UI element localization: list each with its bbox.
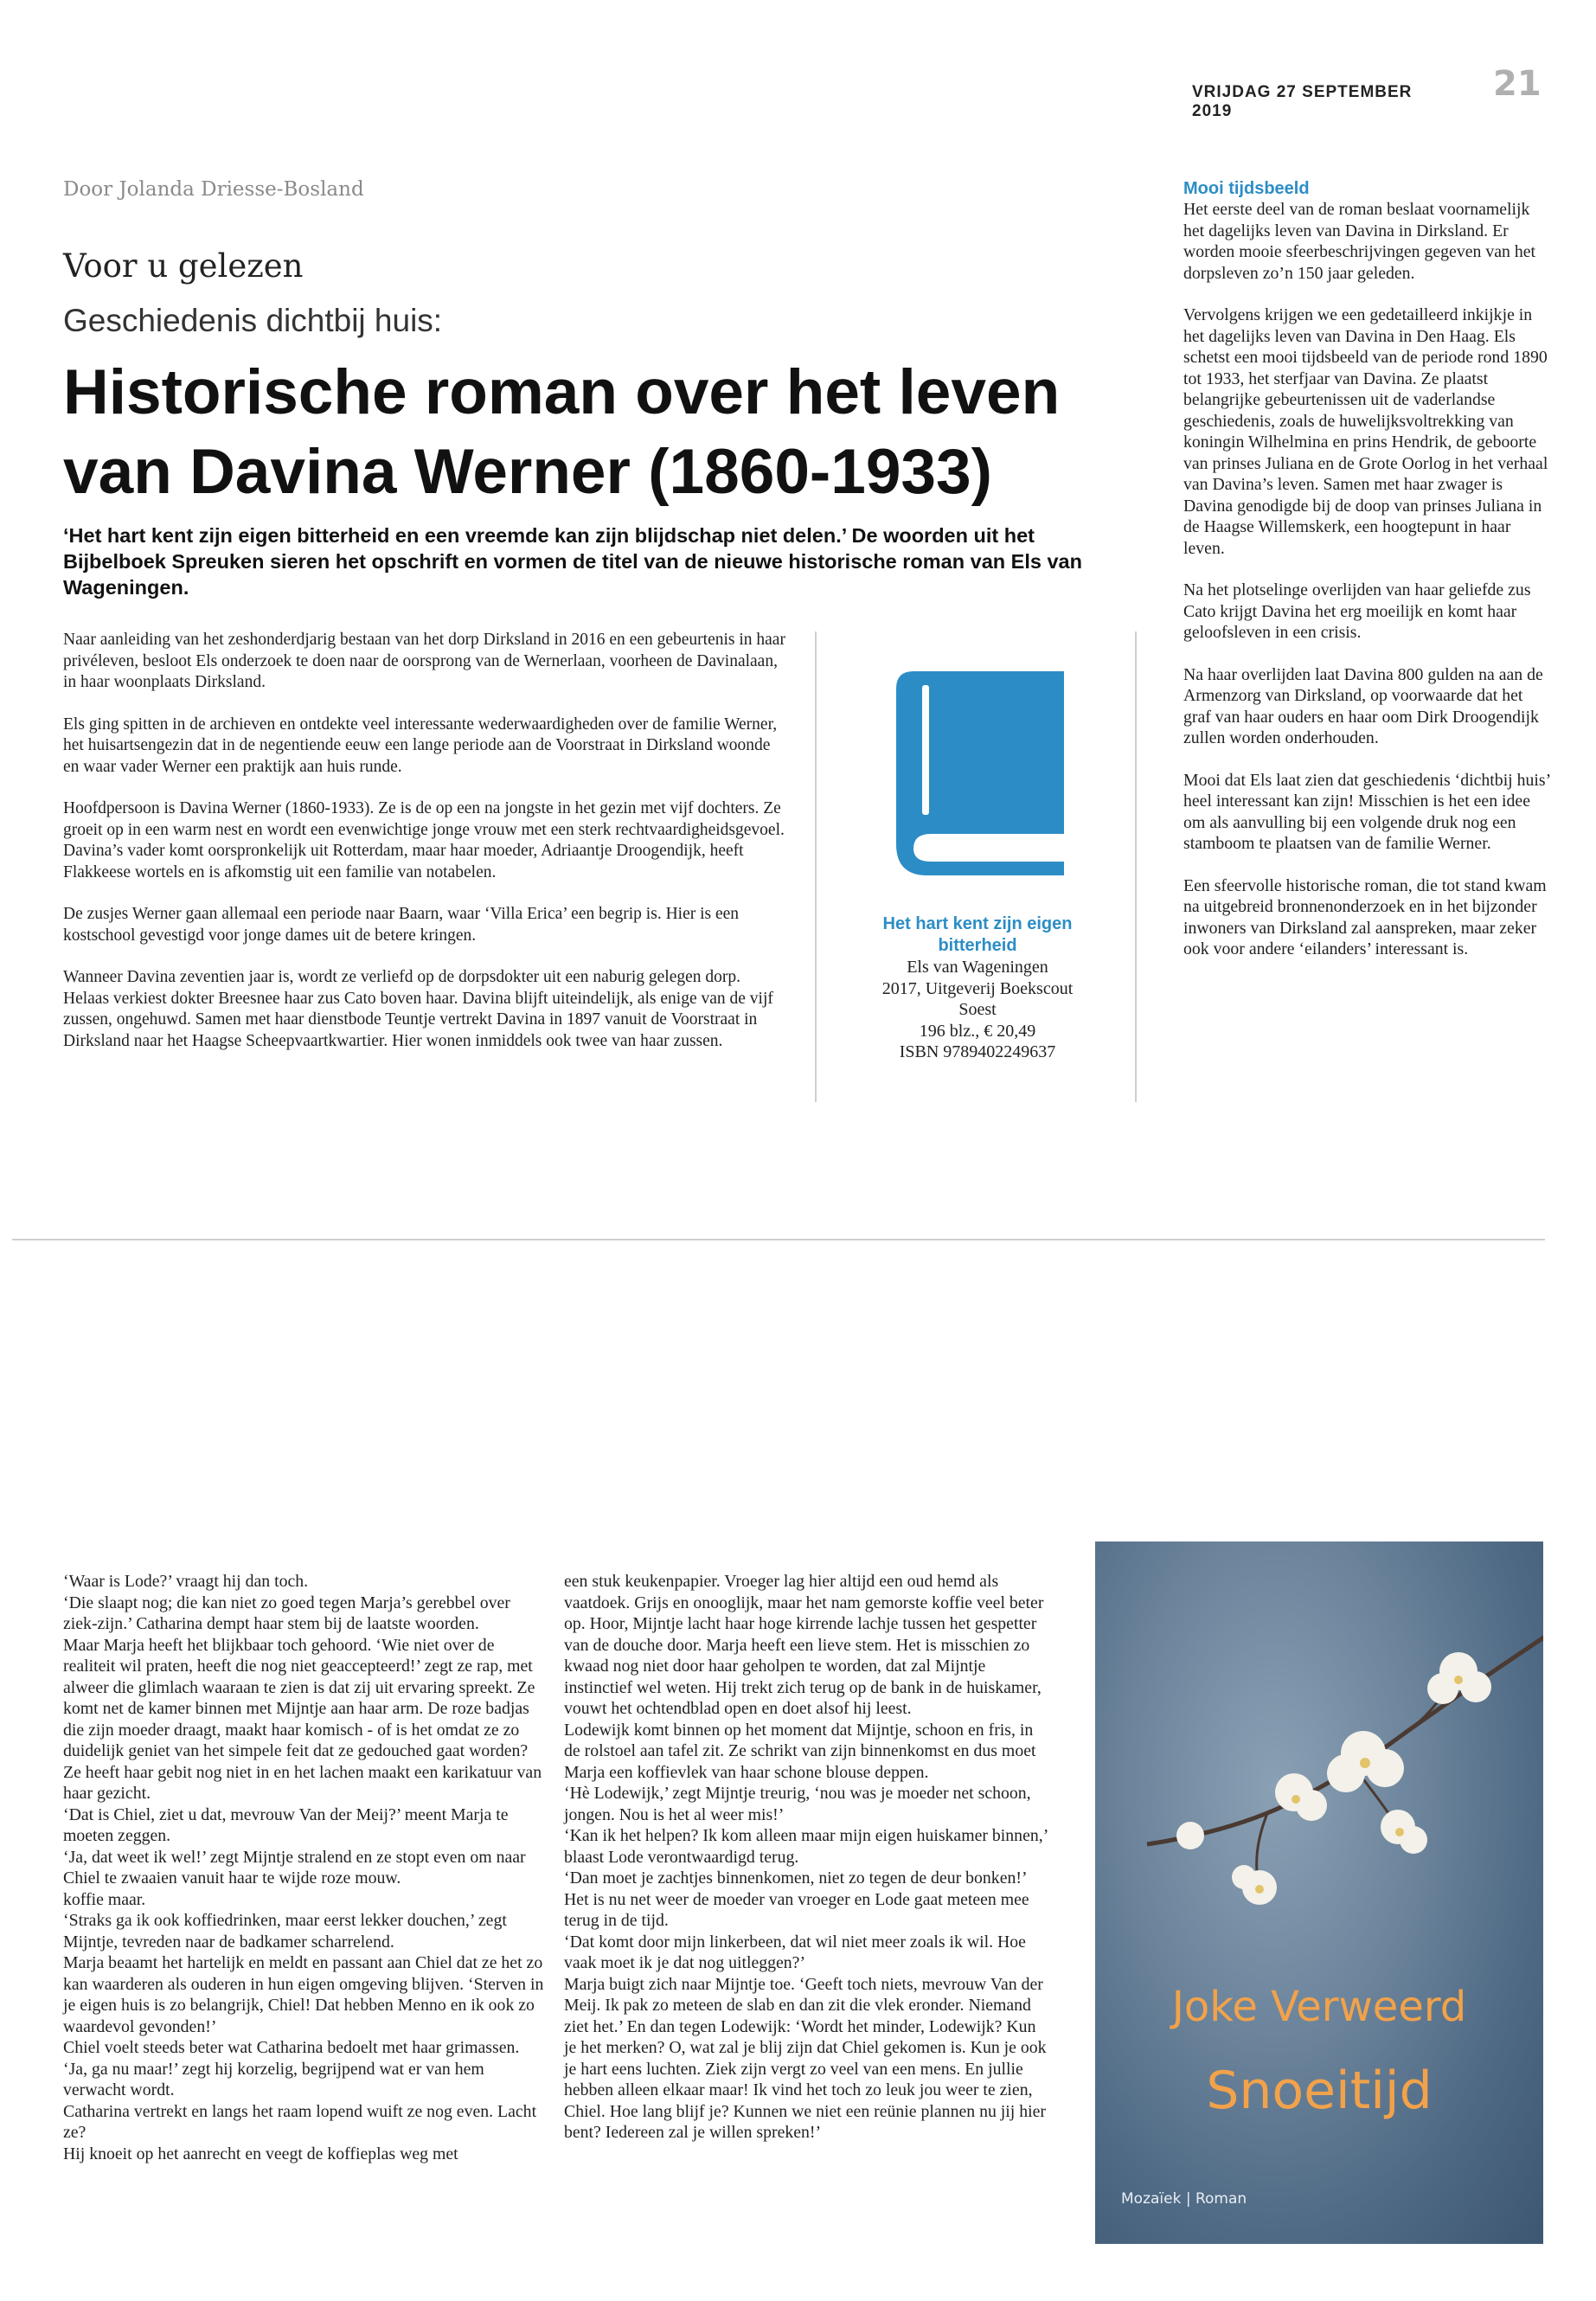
- column-divider: [1135, 631, 1137, 1102]
- paragraph: Hoofdpersoon is Davina Werner (1860-1933). Ze is de op een na jongste in het gezin met vijf dochters. Ze groeit op in een warm nest en wordt een evenwichtige jonge vrouw met een sterk rechtvaardigheidsgevoel. Davina’s vader komt oorspronkelijk uit Rotterdam, maar haar moeder, Adriaantje Droogendijk, heeft Flakkeese wortels en is afkomstig uit een familie van notabelen.: [63, 799, 785, 881]
- story-paragraph: ‘Straks ga ik ook koffiedrinken, maar eerst lekker douchen,’ zegt Mijntje, tevreden naar de badkamer scharrelend.: [63, 1911, 507, 1952]
- paragraph: Een sfeervolle historische roman, die tot stand kwam na uitgebreid bronnenonderzoek en in het bijzonder inwoners van Dirksland zal aanspreken, maar zeker ook voor andere ‘eilanders’ interessant is.: [1183, 875, 1547, 958]
- column-divider: [815, 631, 817, 1102]
- story-paragraph: Lodewijk komt binnen op het moment dat Mijntje, schoon en fris, in de rolstoel aan tafel zit. Ze schrikt van zijn binnenkomst en dus moet Marja een koffievlek van haar schone blouse deppen.: [564, 1720, 1036, 1782]
- book-icon: [896, 671, 1064, 879]
- headline-line: van Davina Werner (1860-1933): [63, 437, 992, 507]
- story-column-1: [63, 1571, 548, 2164]
- story-paragraph: Chiel voelt steeds beter wat Catharina bedoelt met haar grimassen. ‘Ja, ga nu maar!’ zegt hij korzelig, begrijpend wat er van hem verwacht wordt.: [63, 2038, 520, 2099]
- article-right-column: [1183, 178, 1550, 981]
- story-paragraph: ‘Dat komt door mijn linkerbeen, dat wil niet meer zoals ik wil. Hoe vaak moet ik je dat nog uitleggen?’: [564, 1932, 1026, 1972]
- book-publisher: 2017, Uitgeverij Boekscout: [881, 978, 1074, 998]
- story-paragraph: koffie maar.: [63, 1889, 146, 1909]
- headline-line: Historische roman over het leven: [63, 357, 1061, 427]
- paragraph: De zusjes Werner gaan allemaal een periode naar Baarn, waar ‘Villa Erica’ een begrip is. Hier is een kostschool gevestigd voor jonge dames uit de betere kringen.: [63, 905, 740, 945]
- headline: [63, 353, 1136, 512]
- story-paragraph: ‘Kan ik het helpen? Ik kom alleen maar mijn eigen huiskamer binnen,’ blaast Lode verontwaardigd terug.: [564, 1826, 1048, 1867]
- paragraph: Na het plotselinge overlijden van haar geliefde zus Cato krijgt Davina het erg moeilijk en komt haar geloofsleven in een crisis.: [1183, 580, 1531, 642]
- story-paragraph: ‘Hè Lodewijk,’ zegt Mijntje treurig, ‘nou was je moeder net schoon, jongen. Nou is het al weer mis!’: [564, 1784, 1031, 1824]
- paragraph: Het eerste deel van de roman beslaat voornamelijk het dagelijks leven van Davina in Dirksland. Er worden mooie sfeerbeschrijvingen gegeven van het dorpsleven zo’n 150 jaar geleden.: [1183, 200, 1536, 283]
- section-divider: [12, 1239, 1545, 1240]
- page-number: 21: [1493, 64, 1542, 104]
- book-author: Els van Wageningen: [907, 958, 1048, 977]
- intro: ‘Het hart kent zijn eigen bitterheid en een vreemde kan zijn blijdschap niet delen.’ De woorden uit het Bijbelboek Spreuken sieren het opschrift en vormen de titel van de nieuwe historische roman van Els van Wageningen.: [63, 524, 1082, 599]
- paragraph: Na haar overlijden laat Davina 800 gulden na aan de Armenzorg van Dirksland, op voorwaarde dat het graf van haar ouders en haar oom Dirk Droogendijk zullen worden onderhouden.: [1183, 664, 1543, 747]
- book-title: Het hart kent zijn eigen bitterheid: [882, 914, 1073, 955]
- book-price: 196 blz., € 20,49: [919, 1021, 1036, 1041]
- book-cover: [1095, 1541, 1543, 2244]
- book-isbn: ISBN 9789402249637: [899, 1042, 1056, 1061]
- paragraph: Mooi dat Els laat zien dat geschiedenis ‘dichtbij huis’ heel interessant kan zijn! Misschien is het een idee om als aanvulling bij een volgende druk nog een stamboom te plaatsen van de familie Werner.: [1183, 770, 1550, 853]
- story-paragraph: Marja beaamt het hartelijk en meldt en passant aan Chiel dat ze het zo kan waarderen als ouderen in hun eigen omgeving blijven. ‘Sterven in je eigen huis is zo belangrijk, Chiel! Dat hebben Menno en ik ook zo waardevol gevonden!’: [63, 1953, 544, 2036]
- story-paragraph: ‘Dan moet je zachtjes binnenkomen, niet zo tegen de deur bonken!’ Het is nu net weer de moeder van vroeger en Lode gaat meteen mee terug in de tijd.: [564, 1868, 1029, 1930]
- story-paragraph: ‘Dat is Chiel, ziet u dat, mevrouw Van der Meij?’ meent Marja te moeten zeggen.: [63, 1804, 509, 1845]
- story-paragraph: Maar Marja heeft het blijkbaar toch gehoord. ‘Wie niet over de realiteit wil praten, heeft die nog niet geaccepteerd!’ zegt ze rap, met alweer die glimlach waaraan te zien is dat zij uit ervaring spreekt. Ze komt net de kamer binnen met Mijntje aan haar arm. De roze badjas die zijn moeder draagt, maakt haar komisch - of is het omdat ze zo duidelijk geniet van het simpele feit dat ze gedouched gaat worden? Ze heeft haar gebit nog niet in en het lachen maakt een karikatuur van haar gezicht.: [63, 1635, 542, 1803]
- blossom-branch-illustration: [1095, 1541, 1543, 2244]
- article-left-column: [63, 630, 790, 1073]
- story-paragraph: Marja buigt zich naar Mijntje toe. ‘Geeft toch niets, mevrouw Van der Meij. Ik pak zo meteen de slab en dan zit die vlek eronder. Niemand ziet het.’ En dan tegen Lodewijk: ‘Wordt het minder, Lodewijk? Kun je het merken? O, wat zal je blij zijn dat Chiel gekomen is. Kun je ook je hart eens luchten. Ziek zijn vergt zo veel van een mens. En jullie hebben alleen elkaar maar! Ik vind het toch zo leuk jou weer te zien, Chiel. Hoe lang blijf je? Kunnen we niet een reünie plannen nu jij hier bent? Iedereen zal je willen spreken!’: [564, 1974, 1047, 2142]
- book-place: Soest: [958, 1000, 997, 1019]
- story-paragraph: ‘Waar is Lode?’ vraagt hij dan toch.: [63, 1572, 309, 1591]
- book-info: [848, 913, 1107, 1063]
- paragraph: Wanneer Davina zeventien jaar is, wordt ze verliefd op de dorpsdokter uit een naburig gelegen dorp. Helaas verkiest dokter Breesnee haar zus Cato boven haar. Davina blijft uiteindelijk, als enige van de vijf zussen, ongehuwd. Samen met haar dienstbode Teuntje vertrekt Davina in 1897 vanuit de Voorstraat in Dirksland naar het Haagse Scheepvaartkwartier. Hier wonen inmiddels ook twee van haar zussen.: [63, 968, 773, 1050]
- cover-author: Joke Verweerd: [1171, 1983, 1467, 2031]
- cover-publisher: Mozaïek | Roman: [1121, 2190, 1247, 2208]
- story-column-2: [564, 1571, 1048, 2144]
- issue-date: VRIJDAG 27 SEPTEMBER 2019: [1192, 83, 1413, 120]
- story-paragraph: een stuk keukenpapier. Vroeger lag hier altijd een oud hemd als vaatdoek. Grijs en onooglijk, maar het nam gemorste koffie veel beter op. Hoor, Mijntje lacht haar hoge kirrende lachje tussen het gespetter van de douche door. Marja heeft een lieve stem. Het is misschien zo kwaad nog niet door haar geholpen te worden, dat zal Mijntje instinctief wel weten. Hij trekt zich terug op de bank in de huiskamer, vouwt het ochtendblad open en doet alsof hij leest.: [564, 1572, 1044, 1718]
- story-paragraph: ‘Die slaapt nog; die kan niet zo goed tegen Marja’s gerebbel over ziek-zijn.’ Catharina dempt haar stem bij de laatste woorden.: [63, 1593, 510, 1633]
- section-title: Voor u gelezen: [63, 247, 304, 285]
- kicker: Geschiedenis dichtbij huis:: [63, 303, 443, 338]
- paragraph: Vervolgens krijgen we een gedetailleerd inkijkje in het dagelijks leven van Davina in Den Haag. Els schetst een mooi tijdsbeeld van de periode rond 1890 tot 1933, het sterfjaar van Davina. Ze plaatst belangrijke gebeurtenissen uit de vaderlandse geschiedenis, zoals de huwelijksvoltrekking van koningin Wilhelmina en prins Hendrik, de geboorte van prinses Juliana en de Grote Oorlog in het verhaal van Davina’s leven. Samen met haar zwager is Davina genodigde bij de doop van prinses Juliana in de Haagse Willemskerk, een hoogtepunt in haar leven.: [1183, 305, 1548, 558]
- cover-title: Snoeitijd: [1206, 2061, 1433, 2121]
- story-paragraph: ‘Ja, dat weet ik wel!’ zegt Mijntje stralend en ze stopt even om naar Chiel te zwaaien vanuit haar te wijde roze mouw.: [63, 1847, 526, 1888]
- subheading: Mooi tijdsbeeld: [1183, 179, 1310, 198]
- paragraph: Els ging spitten in de archieven en ontdekte veel interessante wederwaardigheden over de familie Werner, het huisartsengezin dat in de negentiende eeuw een lange periode aan de Voorstraat in Dirksland woonde en waar vader Werner een praktijk aan huis runde.: [63, 715, 778, 776]
- paragraph: Naar aanleiding van het zeshonderdjarig bestaan van het dorp Dirksland in 2016 en een gebeurtenis in haar privéleven, besloot Els onderzoek te doen naar de oorsprong van de Wernerlaan, voorheen de Davinalaan, in haar woonplaats Dirksland.: [63, 631, 785, 691]
- byline: Door Jolanda Driesse-Bosland: [63, 178, 364, 201]
- story-paragraph: Hij knoeit op het aanrecht en veegt de koffieplas weg met: [63, 2144, 458, 2163]
- story-paragraph: Catharina vertrekt en langs het raam lopend wuift ze nog even. Lacht ze?: [63, 2101, 537, 2142]
